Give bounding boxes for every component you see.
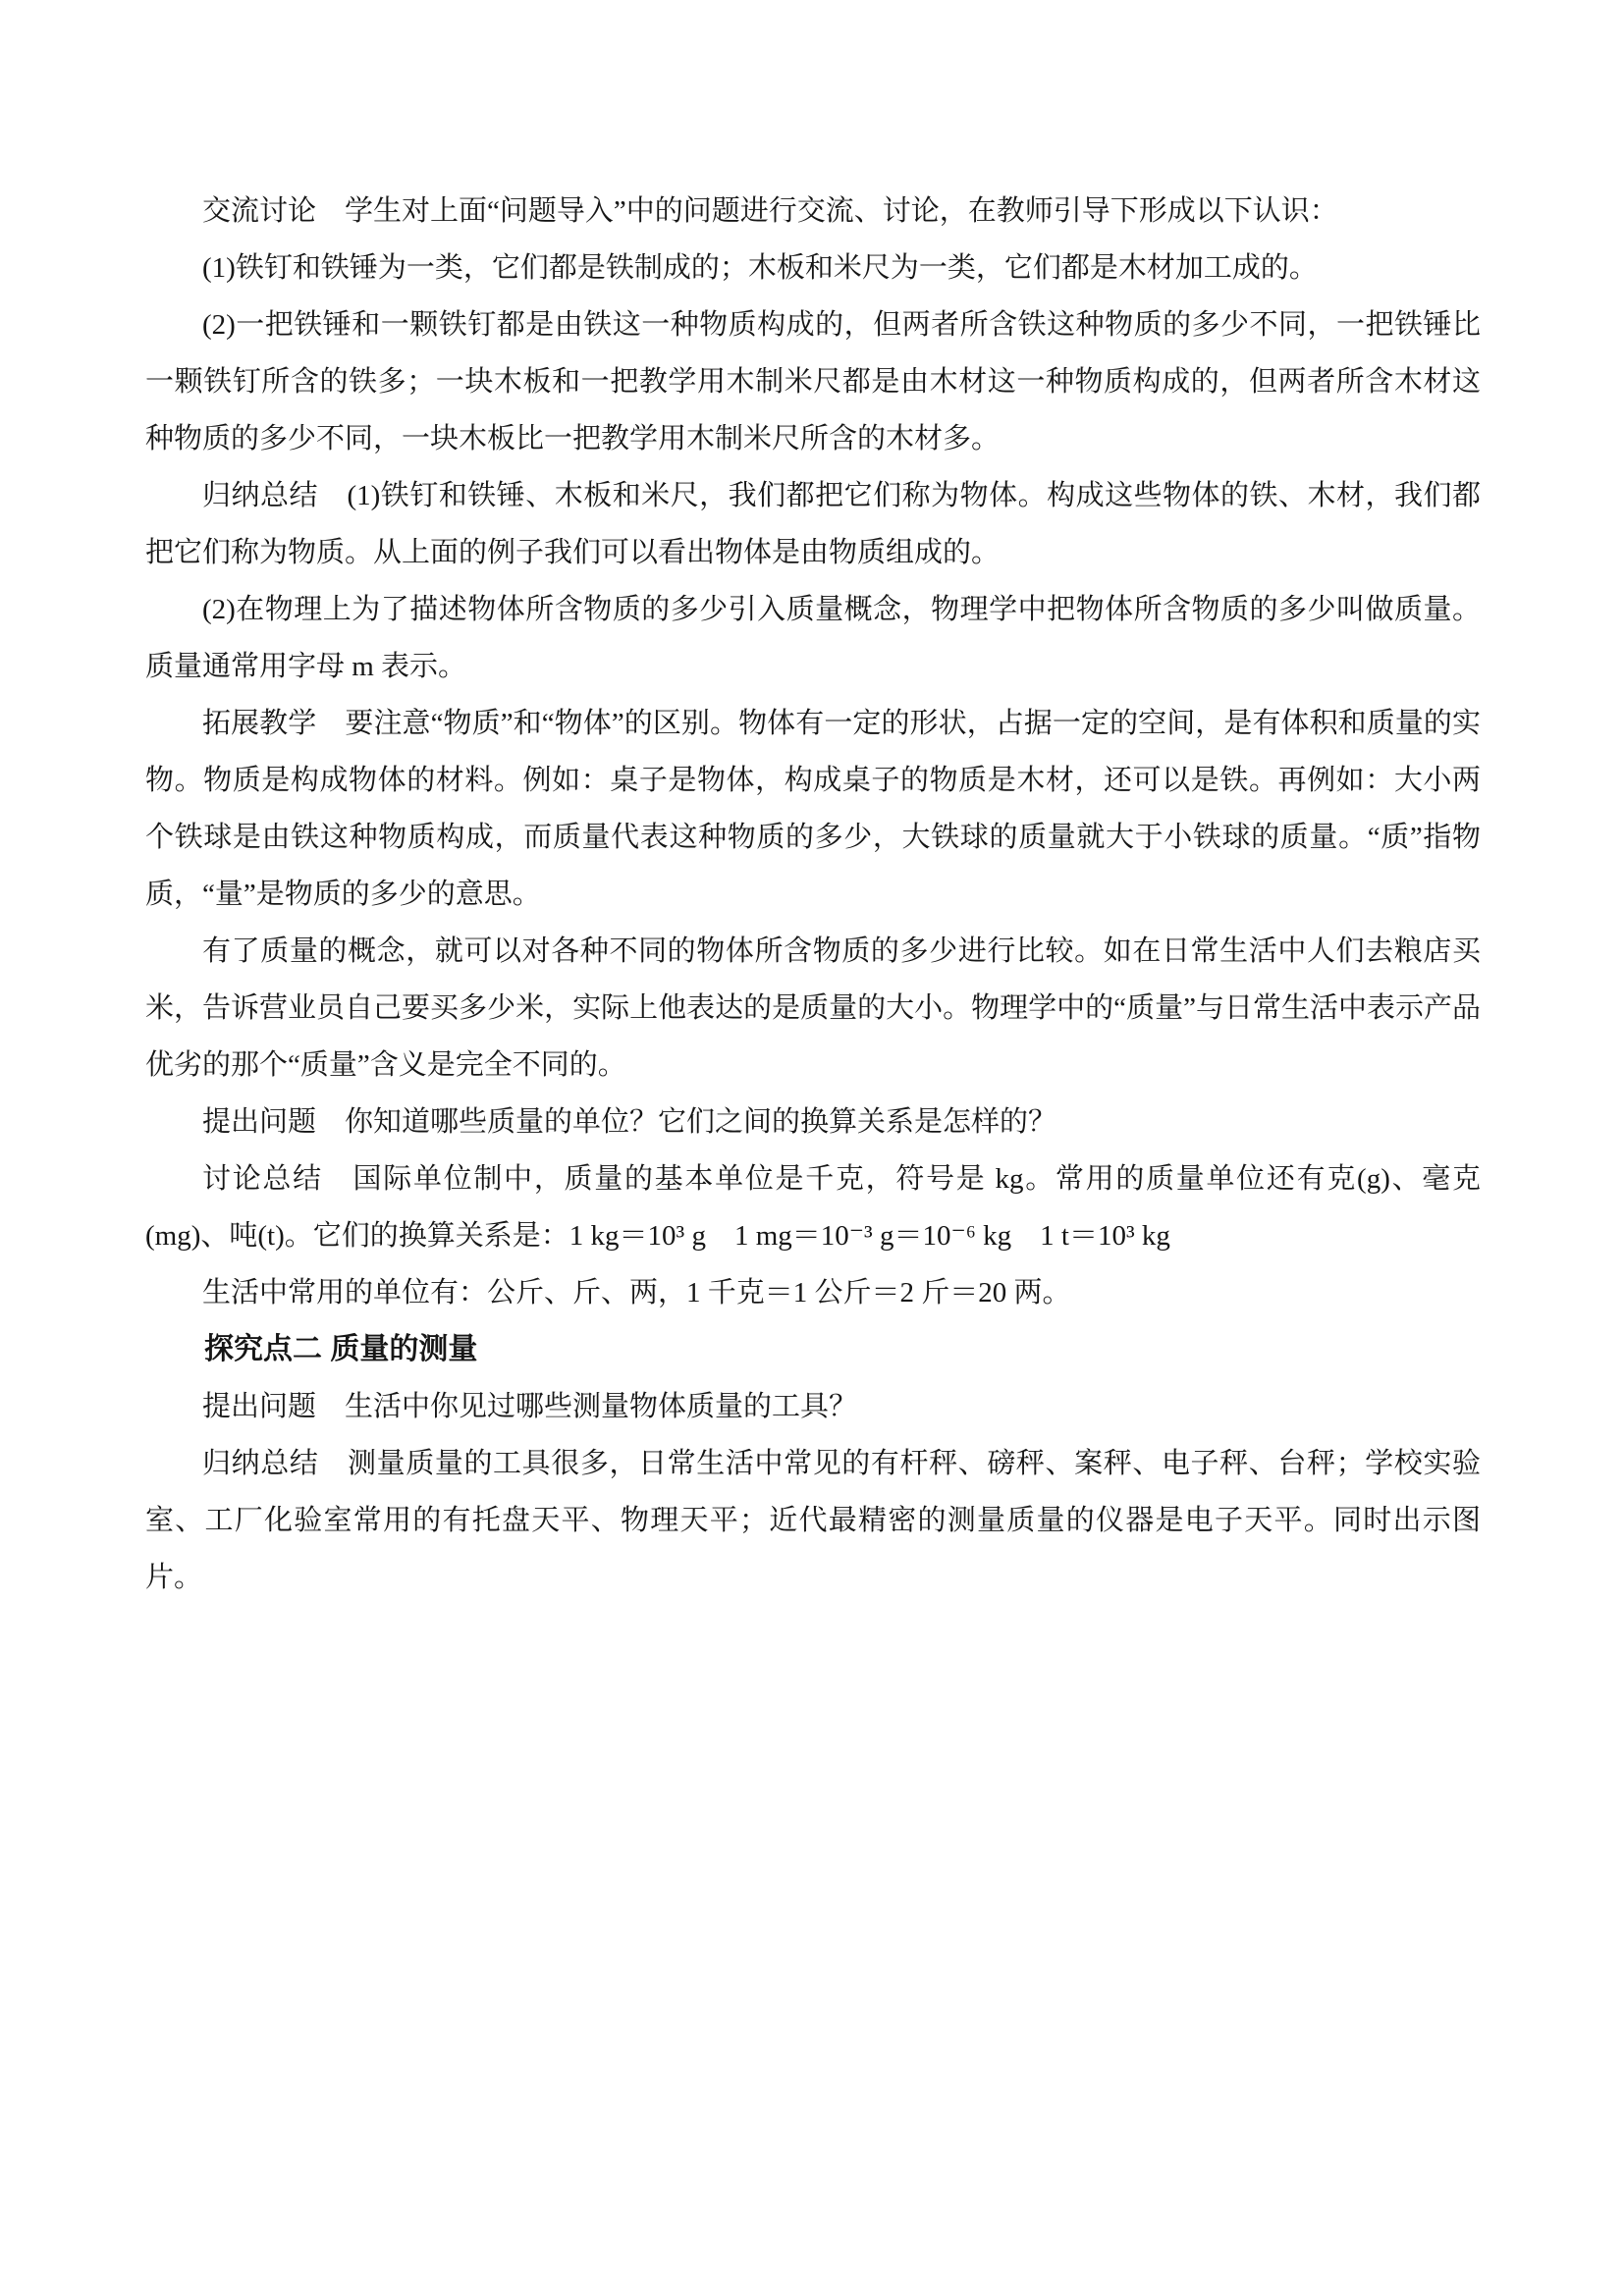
para-exchange-discussion: 交流讨论 学生对上面“问题导入”中的问题进行交流、讨论，在教师引导下形成以下认识： (202, 195, 1338, 227)
para-point1-classification: (1)铁钉和铁锤为一类，它们都是铁制成的；木板和米尺为一类，它们都是木材加工成的。 (202, 252, 1318, 284)
para-summary-measuring-tools: 归纳总结 测量质量的工具很多，日常生活中常见的有杆秤、磅秤、案秤、电子秤、台秤；学校实验室、工厂化验室常用的有托盘天平、物理天平；近代最精密的测量质量的仪器是电子天平。同时出示图片。 (145, 1448, 1481, 1593)
document-body (145, 183, 1481, 1606)
para-summary-object-substance: 归纳总结 (1)铁钉和铁锤、木板和米尺，我们都把它们称为物体。构成这些物体的铁、木材，我们都把它们称为物质。从上面的例子我们可以看出物体是由物质组成的。 (145, 480, 1481, 568)
para-point2-substance-amount: (2)一把铁锤和一颗铁钉都是由铁这一种物质构成的，但两者所含铁这种物质的多少不同，一把铁锤比一颗铁钉所含的铁多；一块木板和一把教学用木制米尺都是由木材这一种物质构成的，但两者所含木材这种物质的多少不同，一块木板比一把教学用木制米尺所含的木材多。 (145, 309, 1481, 454)
para-discussion-unit-conversion: 讨论总结 国际单位制中，质量的基本单位是千克，符号是 kg。常用的质量单位还有克(g)、毫克(mg)、吨(t)。它们的换算关系是：1 kg＝10³ g 1 mg＝10⁻³ g＝10⁻⁶ kg 1 t＝10³ kg (145, 1163, 1481, 1252)
heading-exploration-point2-mass-measurement: 探究点二 质量的测量 (204, 1333, 478, 1365)
para-mass-comparison-example: 有了质量的概念，就可以对各种不同的物体所含物质的多少进行比较。如在日常生活中人们去粮店买米，告诉营业员自己要买多少米，实际上他表达的是质量的大小。物理学中的“质量”与日常生活中表示产品优劣的那个“质量”含义是完全不同的。 (145, 935, 1481, 1081)
para-common-daily-units: 生活中常用的单位有：公斤、斤、两，1 千克＝1 公斤＝2 斤＝20 两。 (202, 1277, 1071, 1308)
para-mass-concept-definition: (2)在物理上为了描述物体所含物质的多少引入质量概念，物理学中把物体所含物质的多少叫做质量。质量通常用字母 m 表示。 (145, 594, 1481, 682)
para-question-mass-units: 提出问题 你知道哪些质量的单位？它们之间的换算关系是怎样的？ (202, 1106, 1057, 1138)
para-question-measuring-tools: 提出问题 生活中你见过哪些测量物体质量的工具？ (202, 1391, 858, 1422)
para-extended-teaching: 拓展教学 要注意“物质”和“物体”的区别。物体有一定的形状，占据一定的空间，是有体积和质量的实物。物质是构成物体的材料。例如：桌子是物体，构成桌子的物质是木材，还可以是铁。再例如：大小两个铁球是由铁这种物质构成，而质量代表这种物质的多少，大铁球的质量就大于小铁球的质量。“质”指物质，“量”是物质的多少的意思。 (145, 708, 1481, 910)
